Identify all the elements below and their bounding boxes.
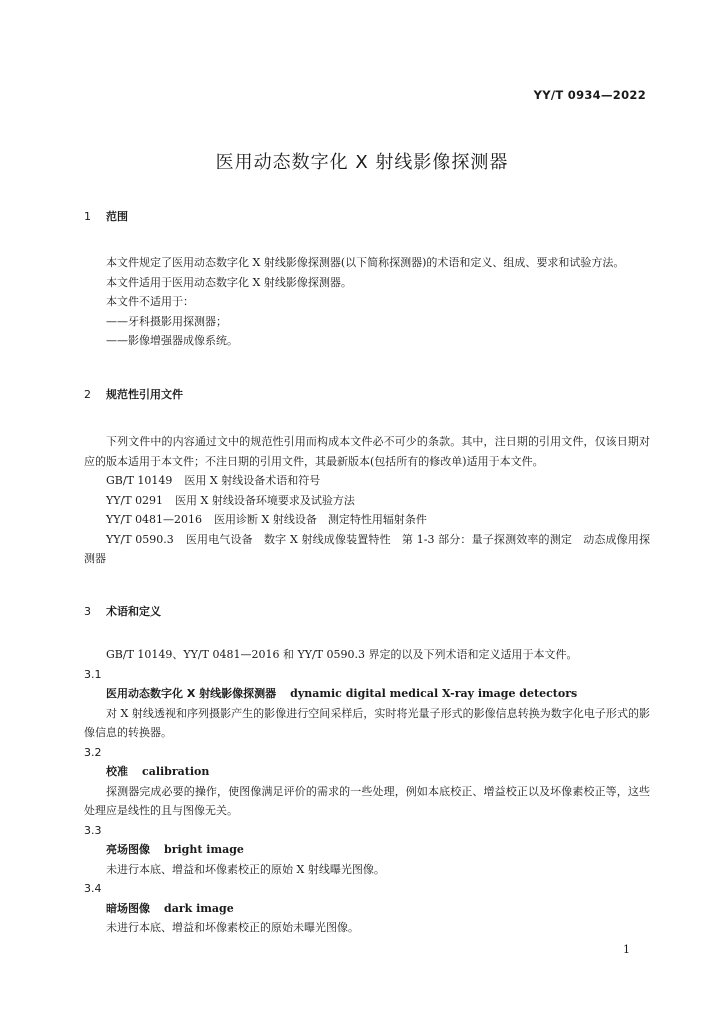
- term-number: 3.1: [84, 667, 102, 681]
- section-title: 范围: [106, 210, 128, 223]
- section-heading: [84, 207, 650, 227]
- reference-title: 医用电气设备 数字 X 射线成像装置特性 第 1-3 部分：量子探测效率的测定 动态成像用探测器: [84, 532, 650, 565]
- term-english: bright image: [164, 843, 244, 856]
- reference-code: YY/T 0291: [106, 493, 164, 507]
- section-scope: [84, 207, 650, 351]
- list-item: ——影像增强器成像系统。: [106, 334, 238, 347]
- page-number: 1: [623, 943, 630, 956]
- paragraph: 本文件适用于医用动态数字化 X 射线影像探测器。: [106, 275, 352, 289]
- section-number: 2: [84, 388, 91, 401]
- section-number: 3: [84, 605, 91, 618]
- section-title: 术语和定义: [106, 605, 161, 618]
- paragraph: 下列文件中的内容通过文中的规范性引用而构成本文件必不可少的条款。其中，注日期的引用文件，仅该日期对应的版本适用于本文件；不注日期的引用文件，其最新版本(包括所有的修改单)适用于本文件。: [84, 435, 650, 468]
- term-definition: 对 X 射线透视和序列摄影产生的影像进行空间采样后，实时将光量子形式的影像信息转换为数字化电子形式的影像信息的转换器。: [84, 706, 650, 739]
- reference-item: [106, 491, 650, 511]
- term-english: dark image: [164, 901, 234, 915]
- reference-code: YY/T 0590.3: [106, 532, 174, 546]
- term-definition: 探测器完成必要的操作，使图像满足评价的需求的一些处理，例如本底校正、增益校正以及坏像素校正等，这些处理应是线性的且与图像无关。: [84, 784, 650, 817]
- term-entry: [106, 684, 650, 704]
- term-definition: 未进行本底、增益和坏像素校正的原始未曝光图像。: [106, 921, 359, 934]
- term-number: 3.2: [84, 745, 102, 759]
- reference-title: 医用 X 射线设备术语和符号: [184, 474, 321, 487]
- section-terms-and-definitions: [84, 602, 650, 938]
- reference-code: YY/T 0481—2016: [106, 513, 203, 526]
- reference-item: [84, 530, 650, 569]
- section-number: 1: [84, 210, 91, 223]
- section-heading: [84, 385, 650, 405]
- reference-title: 医用 X 射线设备环境要求及试验方法: [175, 493, 355, 507]
- reference-item: [106, 471, 650, 491]
- reference-title: 医用诊断 X 射线设备 测定特性用辐射条件: [214, 513, 427, 526]
- term-entry: [106, 840, 650, 860]
- list-item: ——牙科摄影用探测器；: [106, 314, 227, 328]
- reference-item: [106, 510, 650, 530]
- section-title: 规范性引用文件: [106, 388, 183, 401]
- term-number: 3.4: [84, 882, 102, 895]
- paragraph: 本文件不适用于：: [106, 295, 194, 308]
- term-definition: 未进行本底、增益和坏像素校正的原始 X 射线曝光图像。: [106, 862, 385, 876]
- paragraph: 本文件规定了医用动态数字化 X 射线影像探测器(以下简称探测器)的术语和定义、组成、要求和试验方法。: [106, 256, 625, 269]
- section-normative-references: [84, 385, 650, 569]
- term-entry: [106, 899, 650, 919]
- term-chinese: 暗场图像: [106, 901, 150, 915]
- term-english: calibration: [142, 765, 210, 778]
- term-chinese: 医用动态数字化 X 射线影像探测器: [106, 687, 277, 700]
- term-number: 3.3: [84, 823, 102, 837]
- reference-code: GB/T 10149: [106, 474, 173, 487]
- standard-code: YY/T 0934—2022: [533, 88, 646, 102]
- term-english: dynamic digital medical X-ray image detectors: [290, 687, 578, 700]
- term-chinese: 亮场图像: [106, 843, 150, 856]
- paragraph: GB/T 10149、YY/T 0481—2016 和 YY/T 0590.3 界定的以及下列术语和定义适用于本文件。: [106, 648, 578, 661]
- document-title: 医用动态数字化 X 射线影像探测器: [215, 152, 509, 173]
- term-entry: [106, 762, 650, 782]
- section-heading: [84, 602, 650, 622]
- term-chinese: 校准: [106, 765, 128, 778]
